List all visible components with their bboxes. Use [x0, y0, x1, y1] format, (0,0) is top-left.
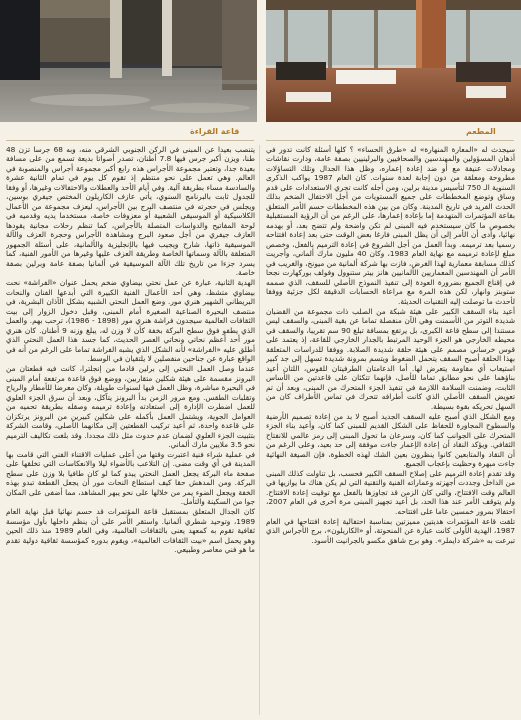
paragraph: عندما وصل العمل النحتي إلى برلين قادما من إنجلترا، كانت فيه قطعتان من البرونز مقسمة على هيئة شكلين متقاربين، ووضع فوق قاعدة مرتفعة أمام المبنى في البحيرة مباشرة، وظل العمل فيها لسنوات طويلة، وكان معرضا للأمطار والرياح وتقلبات الطقس. ومع مرور الزمن بدأ البرونز يتآكل، وبعد أن سرق الجزء العلوي للعمل اضطرت الإدارة إلى استعادته وإعادة ترميمه وصقله بطريقة تحميه من العوامل الجوية، ويشتمل العمل بأكمله على شكلين كبيرين من البرونز يرتكزان على قاعدة واحدة، ثم أعيد تركيب القطعتين إلى مكانهما الأصلي، وقامت الشركة بتثبيت الجزء العلوي لضمان عدم حدوث مثل ذلك مجددا. وقد بلغت تكاليف الترميم نحو 3.5 ملايين مارك ألماني. [6, 364, 255, 450]
right-column-rule [266, 140, 514, 141]
paragraph: يتنصب بعيدا عن المبنى في الركن الجنوبي الشرقي منه، وبه 68 جرسا تزن 48 طنا، ويزن أكبر جرس فيها 7.8 أطنان، تصدر أصواتا بديعة تسمع من على مسافة بعيدة جدا، وتعتبر مجموعة الأجراس هذه رابع أكبر مجموعة أجراس والمنصوبة في العالم. وهي تعمل على نحو منتظم إذ تقوم كل يوم في تمام الثانية عشرة والسادسة مساء بطريقة آلية. وفي أيام الأحد والعطلات والاحتفالات وغيرها، أو وفقا للجدول ثابت بالبرنامج السنوي، يأتي عازف الكاريلون المختص جيفري بوسين، ويجلس في حجرته في منتصف البرج بين الأجراس، ليعزف مجموعة من الأعمال الكلاسيكية أو الموسيقى الشعبية أو معزوفات خاصة، مستخدما يديه وقدميه في لوحة المفاتيح والدواسات المتصلة بالأجراس، كما تنظم رحلات مجانية يقودها العازف جيفري من أجل صعود البرج ومشاهدة الأجراس وحجرة العزف والآلة الموسيقية ذاتها، شارح ويجيب فيها بالإنجليزية والألمانية، على أسئلة الجمهور المتعلقة بالآلة وسماتها الخاصة وطريقة العزف عليها وغيرها من الأمور الفنية، كما يسرد جزءا من تاريخ تلك الآلة الموسيقية في ألمانيا بصفة عامة وبرلين بصفة خاصة. [6, 145, 255, 278]
right-text-column [266, 145, 515, 717]
paragraph: تلقت قاعة المؤتمرات هديتين مميزتين بمناسبة احتفالية إعادة افتتاحها في العام 1987، الهدية الأولى كانت عبارة عن المنحوتة، أو «الكاريلون»، برج الأجراس الذي تبرعت به «شركة دايملر». وهو برج شاهق مكسو بالجرانيت الأسود. [266, 516, 515, 545]
paragraph: ومع الشكل الذي أصبح عليه السقف الجديد أصبح لا بد من إعادة تصميم الأرضية والسطوح المجاورة للحفاظ على الشكل القديم للمبنى كما كان، وأعيد بناء الجزء المتحرك على الجوانب كما كان، وسرعان ما تحول المبنى إلى رمز عالمي للانفتاح الثقافي. ويؤكد النقاد أن إعادة الإعمار جاءت موفقة إلى حد بعيد، وعلى الرغم من أن النقاد والمتابعين كانوا ينظرون بعين الشك لهذه الخطوة، فإن الصيغة النهائية جاءت مبهرة وحظيت بإعجاب الجميع. [266, 411, 515, 468]
reading-hall-caption: قاعة القراءة [190, 127, 240, 136]
left-column-rule [6, 140, 254, 141]
reading-hall-photo [0, 0, 257, 122]
restaurant-image [266, 0, 521, 122]
restaurant-caption: المطعم [466, 127, 496, 136]
column-divider [259, 145, 260, 715]
paragraph: الهدية الثانية، عبارة عن عمل نحتي بيضاوي ضخم يحمل عنوان «الفراشة» نحت بيضاوي متشظ، وهي أحد الأعمال الفنية الكبيرة التي أبدعها الفنان والنحات البريطاني الشهير هنري مور. وضع العمل النحتي الشبيه بشكل الآذان البشرية، في منتصف البحيرة الصناعية الصغيرة أمام المبنى، وقبل دخول الزوار إلى بيت الثقافات العالمية سيجدون فراشة هنري مور (1898 - 1986)، ترحب بهم. والعمل الذي يطفو فوق سطح البركة بخفة كأن لا وزن له، يبلغ وزنه 9 أطنان. كان هنري مور أحد أعظم نحاتي ونحاتي العصر الحديث، كما جسد هذا العمل النحتي الذي أطلق عليه «الفراشة» لأنه الشكل الذي يشبه الفراشة تماما على الرغم من أنه في الواقع عبارة عن جناحين منفصلين لا يلتقيان في الوسط. [6, 278, 255, 364]
paragraph: في عملية شراء فنية اعتبرت وقتها من أعلى عمليات الاقتناء الفني التي قامت بها المدينة في أي وقت مضى. إن التلاعب بالأضواء ليلا والانعكاسات التي تخلقها على صفحة ماء البركة يجعل العمل النحتي يبدو كما لو كان طافيا بلا وزن على سطح البركة. ومن المدهش حقا كيف استطاع النحات مور أن يجعل القطعة تبدو بهذه الخفة ويجعل الضوء يمر من خلالها على نحو يبهر المشاهد، مما أضفى على المكان جوا من السكينة والتأمل. [6, 450, 255, 507]
paragraph: سيجدث له «المعارة المنهارة» له «طرق الحساء» ؟ كلها أسئلة كانت تدور في أذهان المسؤولين والمهندسين والصحافيين والبرلينيين بصفة عامة، ودارت نقاشات ومجادلات عنيفة مع أو ضد إعادة إعماره، وظل هذا الجدال وتلك التساؤلات مطروحة ومعلقة من دون إجابة لعدة سنوات. كان العام 1987 يواكب الذكرى السنوية الـ 750 لتأسيس مدينة برلين، ومن أجله كانت تجري الاستعدادات على قدم وساق وتوضع المخططات على جميع المستويات من أجل الاحتفال الضخم بذلك الحدث الفريد في تاريخ المدينة. وكان من بين هذه المخططات حسم الأمر المتعلق بقاعة المؤتمرات المتهدمة إما بإعادة إعمارها، على الرغم من أن الرؤية المستقبلية بخصوص ما كان سيستخدم فيه المبنى لم تكن واضحة ولم تتضح بعد، أو بهدمه نهائيا، وأدى أن الأمر إلى أن يظل المبنى فارغا بعض الوقت حتى بعد إعادة افتتاحه رسميا بعد ترميمه. وبدأ العمل من أجل الشروع في إعادة الترميم بالفعل، وخصص مبلغ لإعادة ترميمه مع نهاية العام 1983، وكان 40 مليون مارك ألماني، وأجريت كذلك مسابقة معمارية لهذا الغرض، فازت بها شركة ألمانية من ميونخ، والغريب في الأمر أن المهندسين المعماريين الألمانيين هانز بيتر ستنوول وفولف بوركهارت نجحا في إقناع الجميع بضرورة العودة إلى تنفيذ النموذج الأصلي للسقف، الذي صممه ستوبنز وانهار، لكن هذه المرة مع مراعاة الحسابات الدقيقة لكل جزئية ووفقا لأحدث ما توصلت إليه التقنيات الحديثة. [266, 145, 515, 306]
paragraph: أعيد بناء السقف الكبير على هيئة شبكة من الصلب ذات مجموعة من القضبان شديدة التوتر من الأسمنت وهي الآن منفصلة تماما عن بقية المبنى، والسقف ليس مستندا إلى سطح قاعة الكبرى، بل يرتفع بمسافة تبلغ 90 سم تقريبا، والسقف في محيطه الخارجي هو الجزء الوحيد المرتبط بالجدار الخارجي للقاعة، إذ يعتمد على قوس خرساني مصمم على هيئة حلقة شديدة الصلابة. ووفقا للدراسات المتعلقة بهذا الحلقة أصبح السقف يتحمل الضغوط ويتسم بمرونة شديدة تسهل إلى جد كبير استيعاب أي مقاومة يتعرض لها. أما الدعامتان الطرفيتان للقوس، اللتان أعيد بناؤهما على نحو مطابق تماما للأصل، فإنهما تتكئان على قاعدتين من الأساس الثابت، وضمنت السلامة اللازمة في تنفيذ الجزء المتحرك من المبنى، وبعد أن تم تعويض السقف الأصلي الذي كانت أطرافه تتحرك في تماس الأطراف كان من السهل تحريكه بقوة بسيطة. [266, 306, 515, 411]
restaurant-photo [266, 0, 521, 122]
reading-hall-image [0, 0, 257, 122]
paragraph: كان الجدال المتعلق بمستقبل قاعة المؤتمرات قد حسم نهائيا قبل نهاية العام 1989، وتوحيد شطري ألمانيا. واستقر الأمر على أن ينظم داخلها بأول مؤسسة ثقافية تقوم به كمعهد يعنى بالثقافات العالمية، وفي العام 1989 منذ ذلك الحين وهو يحمل اسم «بيت الثقافات العالمية»، ويقوم بدوره كمؤسسة ثقافية دولية تقدم ما هو فني معاصر وطبيعي. [6, 507, 255, 555]
paragraph: وقد تقدم إعادة الترميم على إصلاح السقف الكبير فحسب، بل تناولت كذلك المبنى من الداخل وجددت أجهزته وعماراته الفنية والتقنية التي لم يكن هناك ما يوازيها في العالم وقت الافتتاح، والتي كان الزمن قد تجاوزها بالفعل مع توقيت إعادة الافتتاح. ولم يتوقف الأمر عند هذا الحد، بل أعيد تجهيز المبنى مرة أخرى في العام 2007، احتفالا بمرور خمسين عاما على افتتاحه. [266, 468, 515, 516]
left-text-column [6, 145, 255, 717]
